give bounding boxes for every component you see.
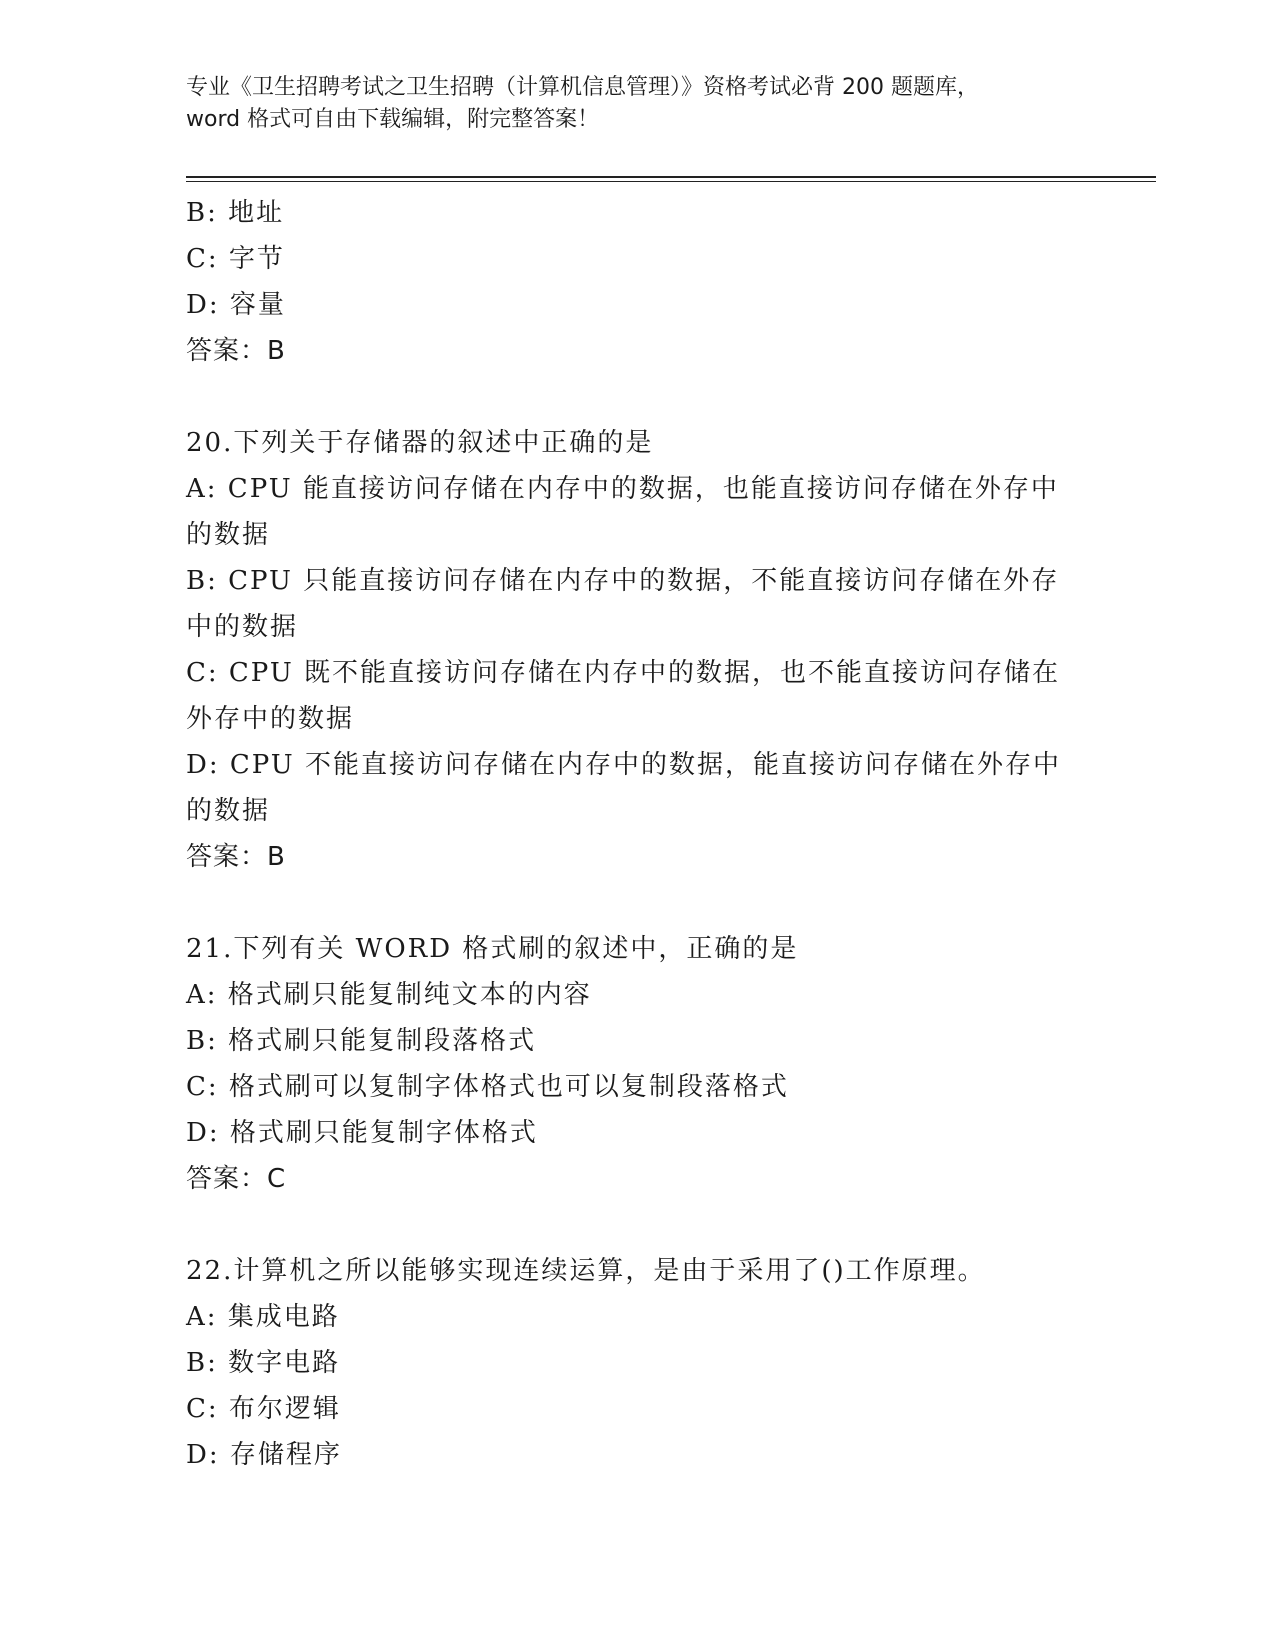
option-a: A: CPU 能直接访问存储在内存中的数据，也能直接访问存储在外存中的数据 <box>186 474 1059 550</box>
spacer <box>186 880 1066 926</box>
option-b: B: 数字电路 <box>186 1348 341 1378</box>
spacer <box>186 1202 1066 1248</box>
question-list <box>186 190 1066 1478</box>
question-block-22 <box>186 1248 1066 1478</box>
question-block-19 <box>186 190 1066 374</box>
header-title-line-2: word 格式可自由下载编辑，附完整答案！ <box>186 107 600 132</box>
option-c: C: 格式刷可以复制字体格式也可以复制段落格式 <box>186 1072 789 1102</box>
header-rule-thick <box>186 176 1156 178</box>
option-c: C: 字节 <box>186 244 285 274</box>
question-text: 20.下列关于存储器的叙述中正确的是 <box>186 428 654 458</box>
option-d: D: 格式刷只能复制字体格式 <box>186 1118 538 1148</box>
document-header <box>186 72 1076 136</box>
option-d: D: 存储程序 <box>186 1440 342 1470</box>
option-c: C: 布尔逻辑 <box>186 1394 341 1424</box>
option-a: A: 格式刷只能复制纯文本的内容 <box>186 980 592 1010</box>
option-b: B: 地址 <box>186 198 285 228</box>
answer-line: 答案：C <box>186 1164 287 1194</box>
option-d: D: CPU 不能直接访问存储在内存中的数据，能直接访问存储在外存中的数据 <box>186 750 1061 826</box>
header-title-line-1: 专业《卫生招聘考试之卫生招聘（计算机信息管理）》资格考试必背 200 题题库， <box>186 75 979 100</box>
answer-line: 答案：B <box>186 336 286 366</box>
option-b: B: 格式刷只能复制段落格式 <box>186 1026 537 1056</box>
question-block-20 <box>186 420 1066 880</box>
spacer <box>186 374 1066 420</box>
question-text: 22.计算机之所以能够实现连续运算，是由于采用了()工作原理。 <box>186 1256 986 1286</box>
question-block-21 <box>186 926 1066 1202</box>
option-d: D: 容量 <box>186 290 286 320</box>
header-rule-thin <box>186 181 1156 182</box>
option-a: A: 集成电路 <box>186 1302 340 1332</box>
option-b: B: CPU 只能直接访问存储在内存中的数据，不能直接访问存储在外存中的数据 <box>186 566 1060 642</box>
answer-line: 答案：B <box>186 842 286 872</box>
question-text: 21.下列有关 WORD 格式刷的叙述中，正确的是 <box>186 934 799 964</box>
option-c: C: CPU 既不能直接访问存储在内存中的数据，也不能直接访问存储在外存中的数据 <box>186 658 1061 734</box>
